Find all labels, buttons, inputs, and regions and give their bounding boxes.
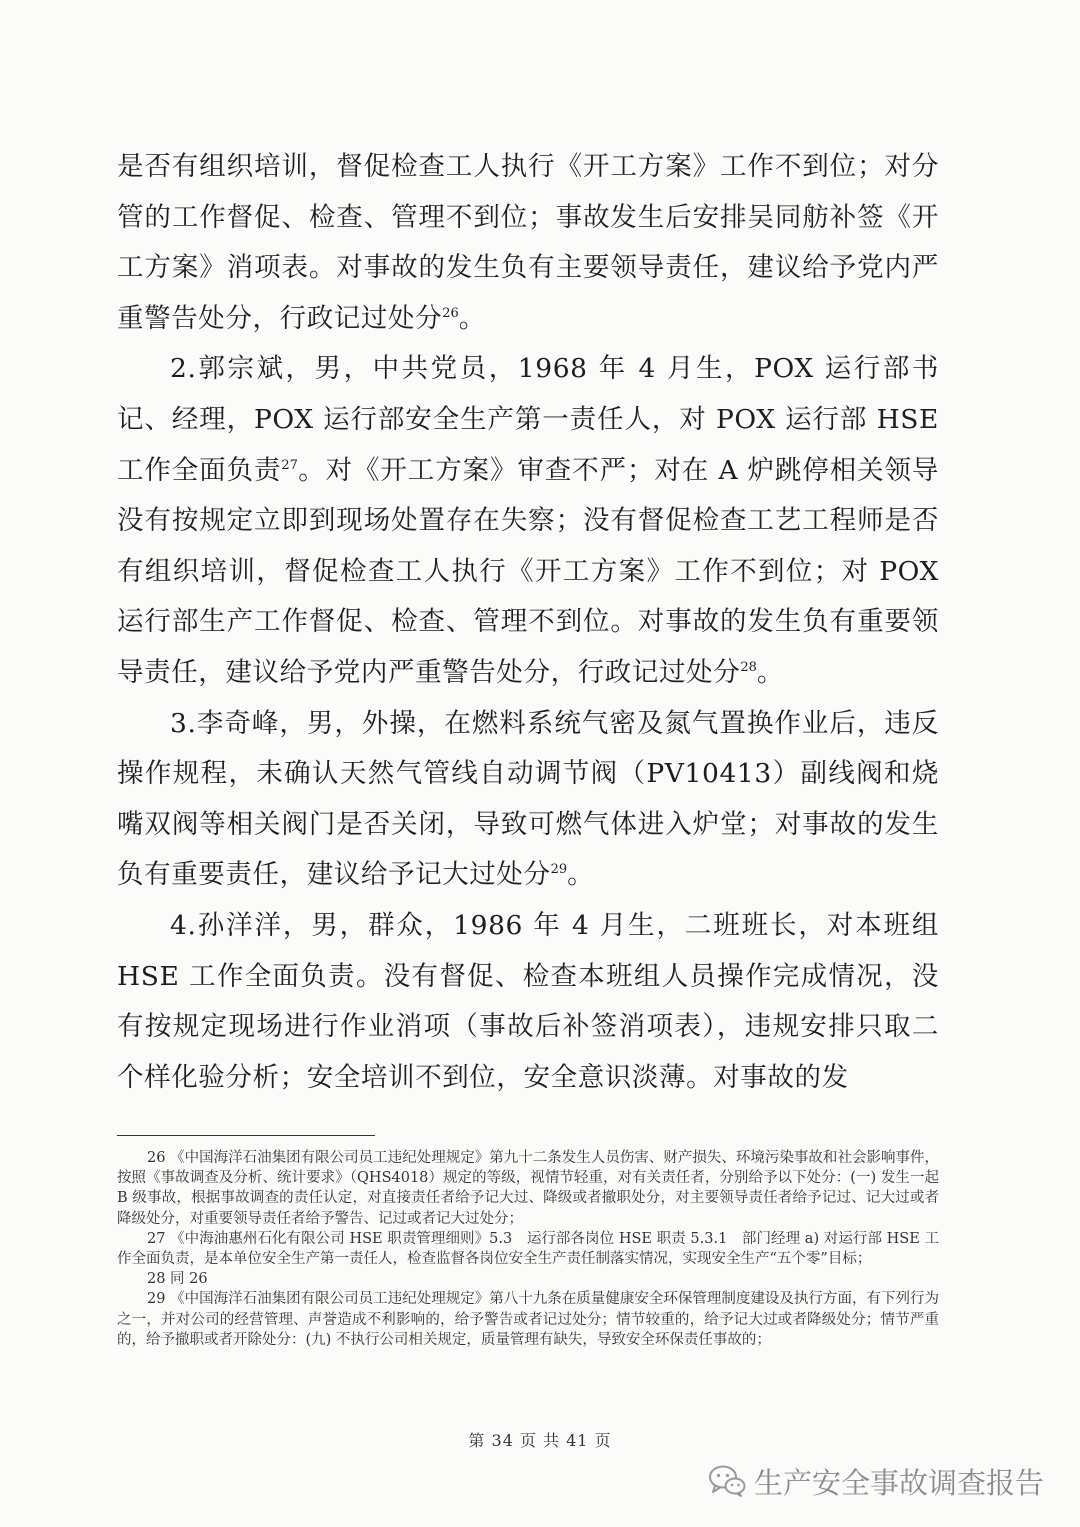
- footnote-27: 27 《中海油惠州石化有限公司 HSE 职责管理细则》5.3 运行部各岗位 HSE 职责 5.3.1 部门经理 a) 对运行部 HSE 工作全面负责，是本单位安全生产第一责任人，检查监督各岗位安全生产责任制落实情况，实现安全生产“五个零”目标；: [117, 1230, 939, 1268]
- paragraph-4-text: 4.孙洋洋，男，群众，1986 年 4 月生，二班班长，对本班组 HSE 工作全面负责。没有督促、检查本班组人员操作完成情况，没有按规定现场进行作业消项（事故后补签消项表），违规安排只取二个样化验分析；安全培训不到位，安全意识淡薄。对事故的发: [117, 909, 939, 1093]
- page-number: 第 34 页 共 41 页: [468, 1431, 612, 1450]
- paragraph-2-text: 2.郭宗斌，男，中共党员，1968 年 4 月生，POX 运行部书记、经理，POX 运行部安全生产第一责任人，对 POX 运行部 HSE 工作全面负责: [117, 353, 939, 486]
- watermark: [708, 1458, 1044, 1504]
- footnote-26: 26 《中国海洋石油集团有限公司员工违纪处理规定》第九十二条发生人员伤害、财产损失、环境污染事故和社会影响事件，按照《事故调查及分析、统计要求》（QHS4018）规定的等级，视情节轻重，对有关责任者，分别给予以下处分：(一) 发生一起 B 级事故，根据事故调查的责任认定，对直接责任者给予记大过、降级或者撤职处分，对主要领导责任者给予记过、记大过或者降级处分，对重要领导责任者给予警告、记过或者记大过处分；: [117, 1150, 939, 1227]
- footnotes: [117, 1148, 939, 1350]
- footnote-29: 29 《中国海洋石油集团有限公司员工违纪处理规定》第八十九条在质量健康安全环保管理制度建设及执行方面，有下列行为之一，并对公司的经营管理、声誉造成不利影响的，给予警告或者记过处分；情节较重的，给予记大过或者降级处分；情节严重的，给予撤职或者开除处分：(九) 不执行公司相关规定，质量管理有缺失，导致安全环保责任事故的；: [117, 1291, 939, 1348]
- footnote-divider: [117, 1135, 375, 1136]
- footnote-ref-27: 27: [281, 457, 298, 473]
- footnote-28: 28 同 26: [147, 1271, 208, 1288]
- paragraph-3: 3.李奇峰，男，外操，在燃料系统气密及氮气置换作业后，违反操作规程，未确认天然气管线自动调节阀（PV10413）副线阀和烧嘴双阀等相关阀门是否关闭，导致可燃气体进入炉堂；对事故的发生负有重要责任，建议给予记大过处分$^{29}$。: [117, 707, 939, 891]
- watermark-text: 生产安全事故调查报告: [753, 1465, 1044, 1500]
- paragraph-1: 是否有组织培训，督促检查工人执行《开工方案》工作不到位；对分管的工作督促、检查、管理不到位；事故发生后安排吴同舫补签《开工方案》消项表。对事故的发生负有主要领导责任，建议给予党内严重警告处分，行政记过处分$^{26}$。: [117, 151, 939, 334]
- wechat-icon: [708, 1464, 746, 1498]
- body-text: [117, 142, 939, 1103]
- paragraph-2: 2.郭宗斌，男，中共党员，1968 年 4 月生，POX 运行部书记、经理，POX 运行部安全生产第一责任人，对 POX 运行部 HSE 工作全面负责$^{27}$。对《开工方案》审查不严；对在 A 炉跳停相关领导没有按规定立即到现场处置存在失察；没有督促检查工艺工程师是否有组织培训，督促检查工人执行《开工方案》工作不到位；对 POX 运行部生产工作督促、检查、管理不到位。对事故的发生负有重要领导责任，建议给予党内严重警告处分，行政记过处分$^{28}$。: [117, 353, 939, 688]
- paragraph-1-text: 是否有组织培训，督促检查工人执行《开工方案》工作不到位；对分管的工作督促、检查、管理不到位；事故发生后安排吴同舫补签《开工方案》消项表。对事故的发生负有主要领导责任，建议给予党内严重警告处分，行政记过处分: [117, 151, 939, 334]
- paragraph-3-text: 3.李奇峰，男，外操，在燃料系统气密及氮气置换作业后，违反操作规程，未确认天然气管线自动调节阀（PV10413）副线阀和烧嘴双阀等相关阀门是否关闭，导致可燃气体进入炉堂；对事故的发生负有重要责任，建议给予记大过处分: [117, 707, 939, 891]
- footnote-ref-29: 29: [550, 862, 568, 878]
- footnote-ref-26: 26: [442, 305, 459, 321]
- paragraph-4: [117, 901, 939, 1103]
- footnote-ref-28: 28: [740, 660, 757, 676]
- paragraph-2-text-cont: 。对《开工方案》审查不严；对在 A 炉跳停相关领导没有按规定立即到现场处置存在失察；没有督促检查工艺工程师是否有组织培训，督促检查工人执行《开工方案》工作不到位；对 POX 运行部生产工作督促、检查、管理不到位。对事故的发生负有重要领导责任，建议给予党内严重警告处分，行政记过处分: [117, 454, 939, 688]
